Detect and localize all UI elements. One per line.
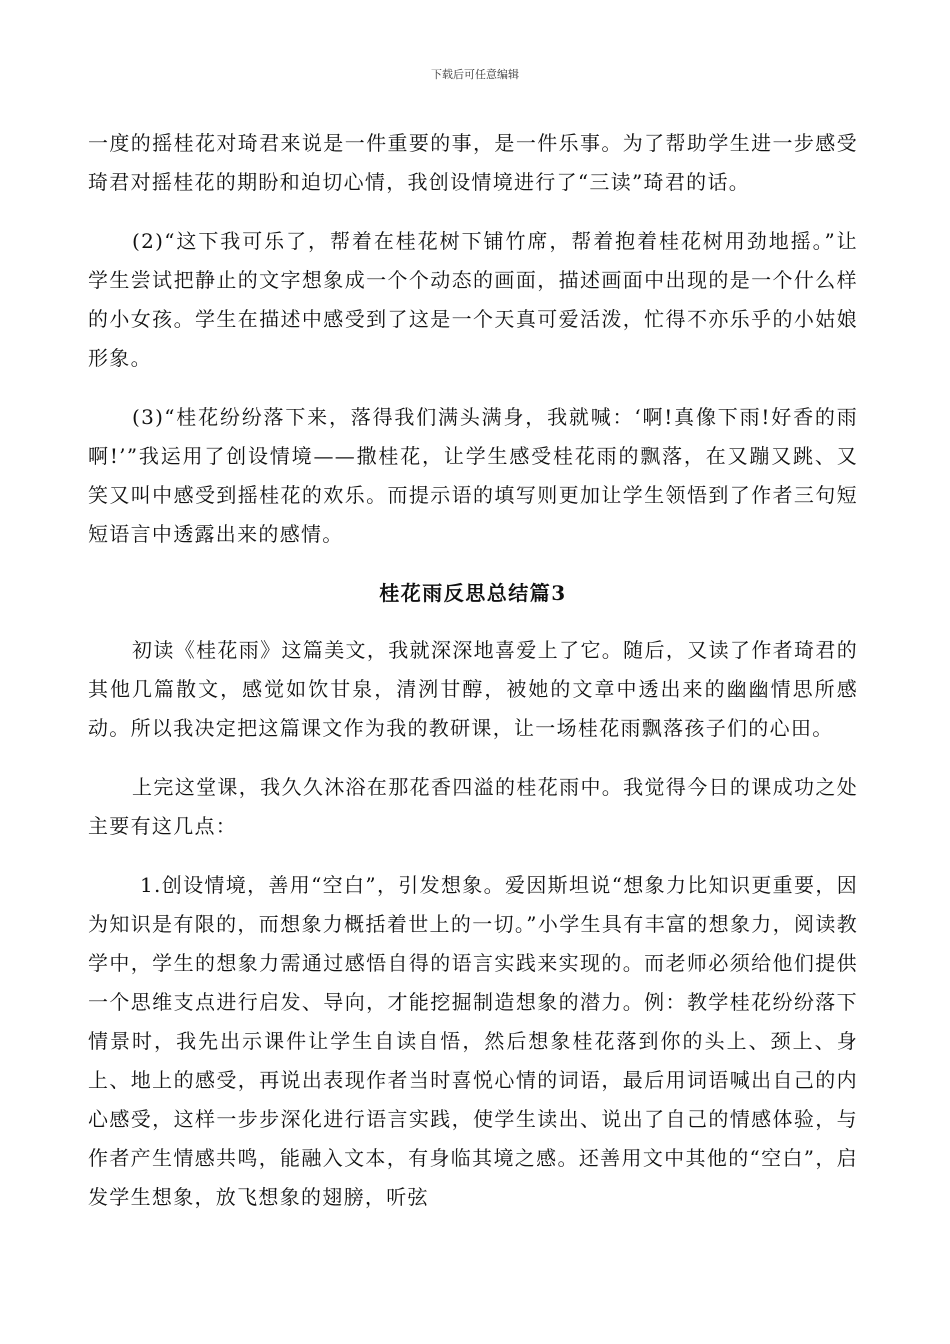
document-body [88,124,858,1237]
paragraph-continuation: 一度的摇桂花对琦君来说是一件重要的事，是一件乐事。为了帮助学生进一步感受琦君对摇桂花的期盼和迫切心情，我创设情境进行了“三读”琦君的话。 [88,131,858,194]
page-header: 下载后可任意编辑 [431,68,519,81]
paragraph-point-3: (3)“桂花纷纷落下来，落得我们满头满身，我就喊：‘啊!真像下雨!好香的雨啊!’”我运用了创设情境——撒桂花，让学生感受桂花雨的飘落，在又蹦又跳、又笑又叫中感受到摇桂花的欢乐。而提示语的填写则更加让学生领悟到了作者三句短短语言中透露出来的感情。 [88,405,858,546]
paragraph-point-2: (2)“这下我可乐了，帮着在桂花树下铺竹席，帮着抱着桂花树用劲地摇。”让学生尝试把静止的文字想象成一个个动态的画面，描述画面中出现的是一个什么样的小女孩。学生在描述中感受到了这是一个天真可爱活泼，忙得不亦乐乎的小姑娘形象。 [88,229,858,370]
paragraph-intro: 初读《桂花雨》这篇美文，我就深深地喜爱上了它。随后，又读了作者琦君的其他几篇散文，感觉如饮甘泉，清洌甘醇，被她的文章中透出来的幽幽情思所感动。所以我决定把这篇课文作为我的教研课，让一场桂花雨飘落孩子们的心田。 [88,638,858,740]
paragraph-summary-lead: 上完这堂课，我久久沐浴在那花香四溢的桂花雨中。我觉得今日的课成功之处主要有这几点： [88,775,858,838]
section-title: 桂花雨反思总结篇3 [379,581,567,605]
paragraph-point-1: 1.创设情境，善用“空白”，引发想象。爱因斯坦说“想象力比知识更重要，因为知识是有限的，而想象力概括着世上的一切。”小学生具有丰富的想象力，阅读教学中，学生的想象力需通过感悟自得的语言实践来实现的。而老师必须给他们提供一个思维支点进行启发、导向，才能挖掘制造想象的潜力。例：教学桂花纷纷落下情景时，我先出示课件让学生自读自悟，然后想象桂花落到你的头上、颈上、身上、地上的感受，再说出表现作者当时喜悦心情的词语，最后用词语喊出自己的内心感受，这样一步步深化进行语言实践，使学生读出、说出了自己的情感体验，与作者产生情感共鸣，能融入文本，有身临其境之感。还善用文中其他的“空白”，启发学生想象，放飞想象的翅膀，听弦 [88,873,858,1209]
